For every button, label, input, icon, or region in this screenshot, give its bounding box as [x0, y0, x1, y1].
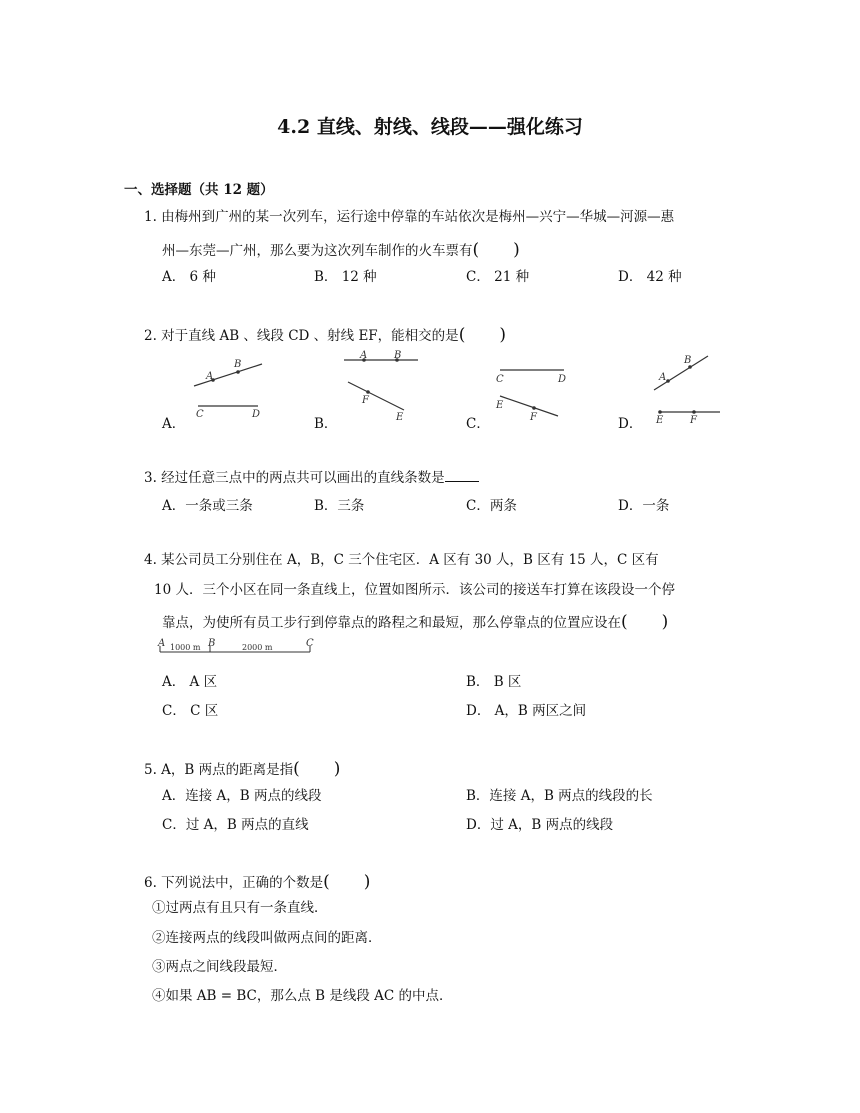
q4-line2: 10 人．三个小区在同一条直线上，位置如图所示．该公司的接送车打算在该段设一个停 — [154, 582, 675, 598]
q6-statement-1: ①过两点有且只有一条直线． — [152, 900, 328, 916]
q1-line2 — [162, 235, 520, 260]
q5-option-a[interactable]: A．连接 A，B 两点的线段 — [162, 788, 322, 804]
q2-line1 — [144, 320, 506, 345]
q1-paren: ( ) — [472, 240, 520, 260]
distance-ab: 1000 m — [170, 643, 201, 652]
q2-option-a[interactable]: A． — [162, 416, 186, 432]
q3-option-b[interactable]: B．三条 — [314, 498, 365, 514]
label-c: C — [196, 409, 204, 420]
point-f — [366, 390, 370, 394]
q2-figure-a — [188, 352, 268, 424]
q3-line1 — [144, 466, 479, 486]
label-e: E — [656, 415, 664, 426]
q1-option-b[interactable]: B． 12 种 — [314, 269, 377, 285]
label-e: E — [496, 400, 504, 411]
q2-line1-text: 2. 对于直线 AB 、线段 CD 、射线 EF，能相交的是 — [144, 328, 459, 344]
q2-paren: ( ) — [458, 325, 506, 345]
q2-figure-d — [650, 350, 726, 424]
q6-line1-text: 6. 下列说法中，正确的个数是 — [144, 875, 324, 891]
q2-figure-c — [492, 360, 568, 424]
q3-option-a[interactable]: A．一条或三条 — [162, 498, 253, 514]
label-b: B — [234, 359, 242, 370]
q1-option-c[interactable]: C． 21 种 — [466, 269, 530, 285]
q5-option-c[interactable]: C．过 A，B 两点的直线 — [162, 817, 309, 833]
line-ab — [194, 364, 262, 386]
q4-line3-text: 靠点，为使所有员工步行到停靠点的路程之和最短，那么停靠点的位置应设在 — [162, 615, 621, 631]
q3-answer-blank[interactable] — [445, 469, 479, 482]
label-d: D — [558, 374, 567, 385]
q4-option-d[interactable]: D． A，B 两区之间 — [466, 703, 587, 719]
q6-statement-2: ②连接两点的线段叫做两点间的距离． — [152, 930, 382, 946]
label-b: B — [684, 355, 692, 366]
label-b: B — [394, 350, 402, 361]
q6-statement-4: ④如果 AB = BC，那么点 B 是线段 AC 的中点． — [152, 988, 453, 1004]
q1-line2-text: 州—东莞—广州，那么要为这次列车制作的火车票有 — [162, 243, 473, 259]
q4-line3 — [162, 607, 668, 632]
q6-paren: ( ) — [323, 872, 371, 892]
q2-option-b[interactable]: B． — [314, 416, 338, 432]
page-title: 4.2 直线、射线、线段——强化练习 — [277, 116, 583, 138]
q5-line1-text: 5. A，B 两点的距离是指 — [144, 762, 294, 778]
label-f: F — [362, 395, 369, 406]
segment-cd — [348, 382, 404, 410]
label-a: A — [158, 638, 166, 649]
q4-option-b[interactable]: B． B 区 — [466, 674, 522, 690]
ray-ef — [500, 396, 558, 416]
label-c: C — [496, 374, 504, 385]
q4-paren: ( ) — [621, 612, 669, 632]
label-d: D — [252, 409, 261, 420]
q1-line1: 1. 由梅州到广州的某一次列车，运行途中停靠的车站依次是梅州—兴宁—华城—河源—惠 — [144, 209, 675, 225]
q3-option-c[interactable]: C．两条 — [466, 498, 517, 514]
q5-option-d[interactable]: D．过 A，B 两点的线段 — [466, 817, 614, 833]
q4-line1: 4. 某公司员工分别住在 A，B，C 三个住宅区．A 区有 30 人，B 区有 15 人，C 区有 — [144, 552, 659, 568]
point-f — [692, 410, 696, 414]
q2-figure-b — [340, 350, 424, 424]
label-a: A — [206, 371, 214, 382]
point-b — [236, 370, 240, 374]
q5-option-b[interactable]: B．连接 A，B 两点的线段的长 — [466, 788, 653, 804]
q4-distance-figure — [156, 634, 320, 660]
q3-option-d[interactable]: D．一条 — [618, 498, 670, 514]
label-f: F — [690, 415, 697, 426]
section-heading: 一、选择题（共 12 题） — [124, 182, 274, 198]
label-f: F — [530, 412, 537, 423]
label-c: C — [306, 638, 314, 649]
label-a: A — [360, 350, 368, 361]
label-b: B — [208, 638, 216, 649]
point-f — [532, 406, 536, 410]
q3-line1-text: 3. 经过任意三点中的两点共可以画出的直线条数是 — [144, 470, 445, 486]
point-a — [666, 379, 670, 383]
distance-bc: 2000 m — [242, 643, 273, 652]
q5-paren: ( ) — [293, 759, 341, 779]
q2-option-d[interactable]: D． — [618, 416, 643, 432]
q1-option-a[interactable]: A． 6 种 — [162, 269, 216, 285]
q1-option-d[interactable]: D． 42 种 — [618, 269, 682, 285]
point-e — [658, 410, 662, 414]
label-a: A — [659, 372, 667, 383]
label-e: E — [396, 412, 404, 423]
q5-line1 — [144, 754, 340, 779]
q6-line1 — [144, 867, 370, 892]
q2-option-c[interactable]: C． — [466, 416, 490, 432]
q6-statement-3: ③两点之间线段最短． — [152, 959, 287, 975]
q4-option-c[interactable]: C． C 区 — [162, 703, 219, 719]
q4-option-a[interactable]: A． A 区 — [162, 674, 218, 690]
